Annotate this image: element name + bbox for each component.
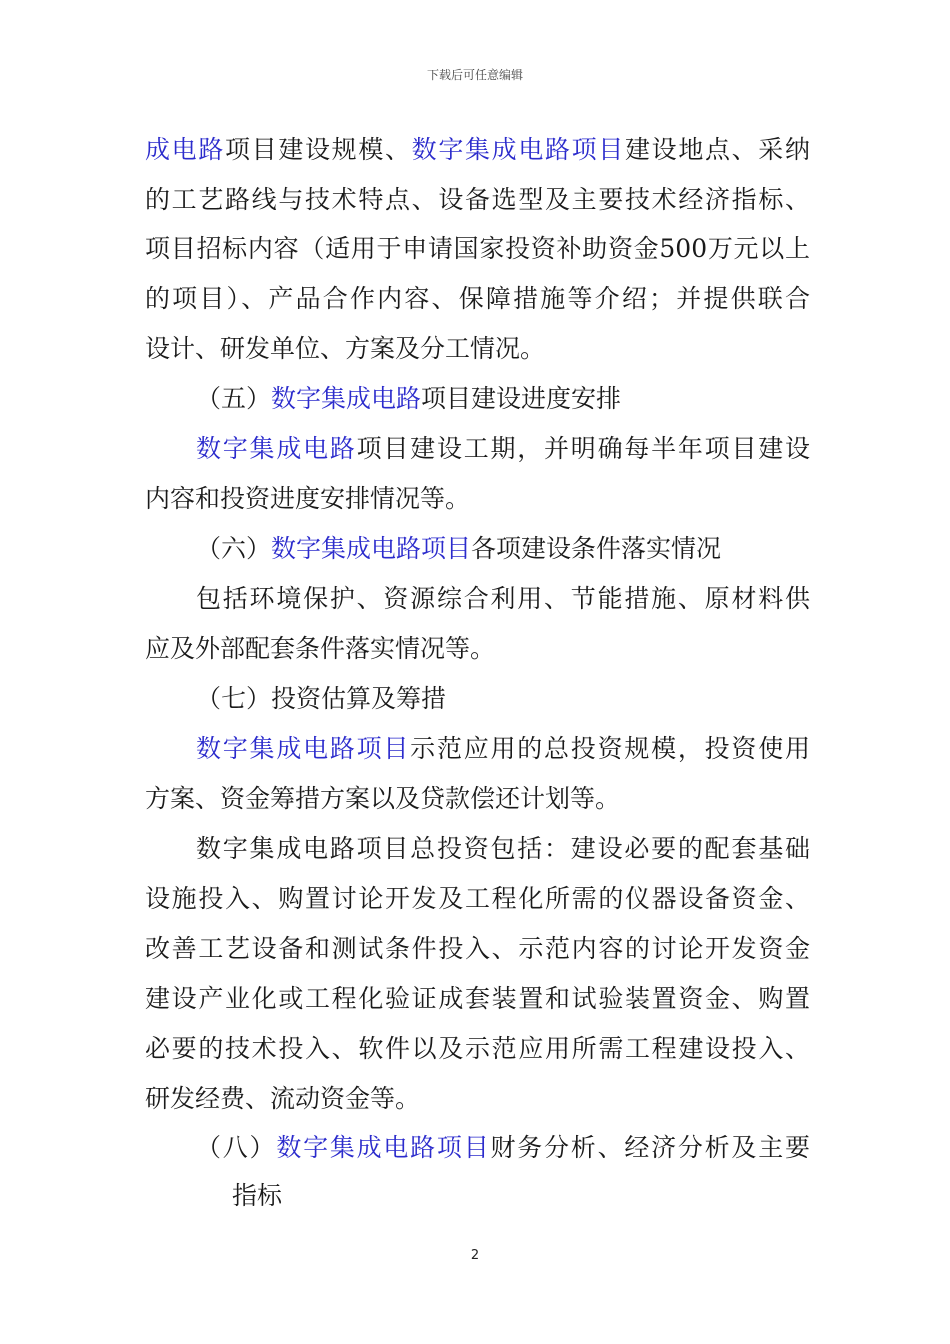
heading-text: 各项建设条件落实情况 [471, 534, 722, 563]
page-number: 2 [470, 1248, 480, 1263]
text-run: 建设地点、采纳 [624, 135, 810, 164]
text-run: 示范应用的总投资规模，投资使用 [410, 734, 810, 763]
paragraph-line: 应及外部配套条件落实情况等。 [145, 634, 496, 663]
section-heading-7: （七）投资估算及筹措 [196, 684, 447, 713]
paragraph-line: 的项目）、产品合作内容、保障措施等介绍；并提供联合 [145, 284, 810, 313]
paragraph-line: 建设产业化或工程化验证成套装置和试验装置资金、购置 [145, 984, 810, 1013]
highlighted-term: 数字集成电路项目 [196, 734, 411, 763]
highlighted-term: 数字集成电路项目 [271, 534, 472, 563]
highlighted-term: 数字集成电路项目 [411, 135, 625, 164]
paragraph-line: 研发经费、流动资金等。 [145, 1084, 421, 1113]
heading-number: （五） [196, 384, 272, 413]
paragraph-line: 数字集成电路项目总投资包括：建设必要的配套基础 [196, 834, 810, 863]
paragraph-line: 内容和投资进度安排情况等。 [145, 484, 471, 513]
paragraph-line: 项目招标内容（适用于申请国家投资补助资金500万元以上 [145, 234, 810, 263]
highlighted-term: 数字集成电路 [196, 434, 357, 463]
paragraph-line [145, 134, 810, 166]
heading-number: （八） [196, 1133, 277, 1162]
paragraph-line: 必要的技术投入、软件以及示范应用所需工程建设投入、 [145, 1034, 810, 1063]
paragraph-line [196, 733, 810, 765]
section-heading-8-continued: 指标 [232, 1181, 283, 1210]
heading-text: 财务分析、经济分析及主要 [490, 1133, 810, 1162]
text-run: 项目建设规模、 [225, 135, 412, 164]
section-heading-8 [196, 1132, 810, 1164]
text-run: 项目建设工期，并明确每半年项目建设 [356, 434, 810, 463]
page-header: 下载后可任意编辑 [426, 68, 523, 82]
heading-text: 项目建设进度安排 [421, 384, 622, 413]
heading-number: （六） [196, 534, 272, 563]
section-heading-6 [196, 533, 810, 565]
paragraph-line [196, 433, 810, 465]
section-heading-5 [196, 383, 810, 415]
paragraph-line: 的工艺路线与技术特点、设备选型及主要技术经济指标、 [145, 185, 810, 214]
highlighted-term: 数字集成电路项目 [276, 1133, 491, 1162]
highlighted-term: 数字集成电路 [271, 384, 422, 413]
paragraph-line: 设计、研发单位、方案及分工情况。 [145, 334, 546, 363]
highlighted-term: 成电路 [145, 135, 225, 164]
paragraph-line: 设施投入、购置讨论开发及工程化所需的仪器设备资金、 [145, 884, 810, 913]
paragraph-line: 改善工艺设备和测试条件投入、示范内容的讨论开发资金 [145, 934, 810, 963]
paragraph-line: 方案、资金筹措方案以及贷款偿还计划等。 [145, 784, 621, 813]
paragraph-line: 包括环境保护、资源综合利用、节能措施、原材料供 [196, 584, 810, 613]
